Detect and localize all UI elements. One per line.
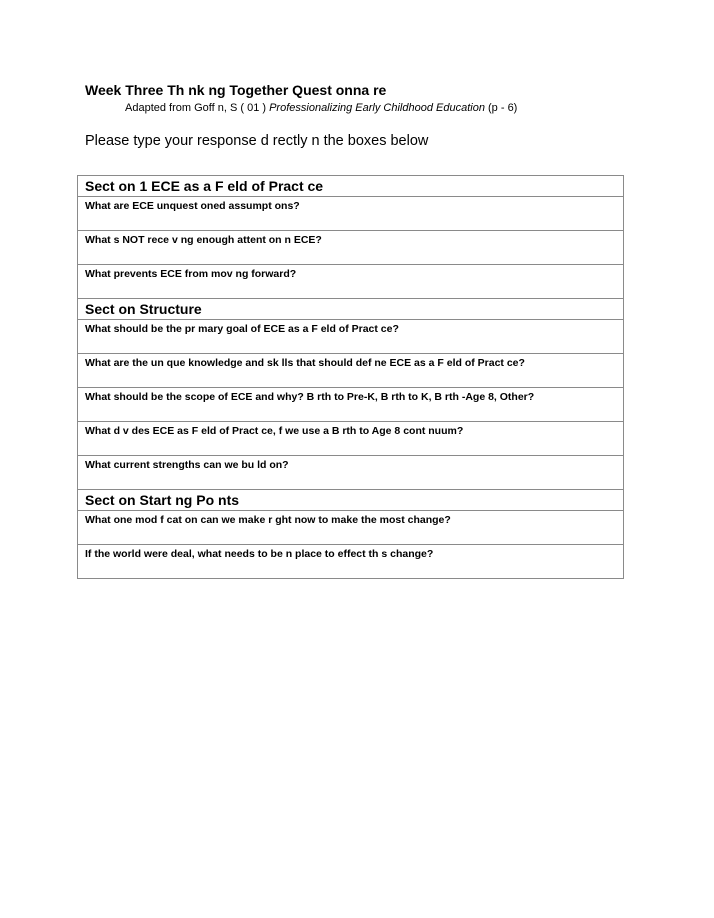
question-row[interactable] xyxy=(78,545,624,579)
section-1-header-row xyxy=(78,176,624,197)
question-row[interactable] xyxy=(78,265,624,299)
question-row[interactable] xyxy=(78,354,624,388)
response-box[interactable]: What are ECE unquest oned assumpt ons? xyxy=(78,197,624,231)
document-subtitle xyxy=(125,102,517,114)
subtitle-book-title: Professionalizing Early Childhood Education xyxy=(269,102,485,114)
question-row[interactable] xyxy=(78,456,624,490)
response-box[interactable]: What are the un que knowledge and sk lls that should def ne ECE as a F eld of Pract ce? xyxy=(78,354,624,388)
response-box[interactable]: What d v des ECE as F eld of Pract ce, f we use a B rth to Age 8 cont nuum? xyxy=(78,422,624,456)
section-heading: Sect on Structure xyxy=(78,299,624,320)
question-row[interactable] xyxy=(78,388,624,422)
section-3-header-row xyxy=(78,490,624,511)
response-box[interactable]: What current strengths can we bu ld on? xyxy=(78,456,624,490)
response-box[interactable]: If the world were deal, what needs to be n place to effect th s change? xyxy=(78,545,624,579)
question-row[interactable] xyxy=(78,197,624,231)
section-2-header-row xyxy=(78,299,624,320)
question-row[interactable] xyxy=(78,320,624,354)
response-box[interactable]: What should be the scope of ECE and why? B rth to Pre-K, B rth to K, B rth -Age 8, Other? xyxy=(78,388,624,422)
instructions-text: Please type your response d rectly n the boxes below xyxy=(85,133,429,149)
question-row[interactable] xyxy=(78,511,624,545)
section-heading: Sect on Start ng Po nts xyxy=(78,490,624,511)
subtitle-pages: (p - 6) xyxy=(484,102,518,114)
subtitle-source: Adapted from Goff n, S ( 01 ) xyxy=(125,102,270,114)
section-heading: Sect on 1 ECE as a F eld of Pract ce xyxy=(78,176,624,197)
response-box[interactable]: What s NOT rece v ng enough attent on n ECE? xyxy=(78,231,624,265)
questionnaire-table xyxy=(77,175,624,579)
response-box[interactable]: What should be the pr mary goal of ECE as a F eld of Pract ce? xyxy=(78,320,624,354)
response-box[interactable]: What one mod f cat on can we make r ght now to make the most change? xyxy=(78,511,624,545)
response-box[interactable]: What prevents ECE from mov ng forward? xyxy=(78,265,624,299)
document-title: Week Three Th nk ng Together Quest onna re xyxy=(85,82,387,98)
question-row[interactable] xyxy=(78,422,624,456)
question-row[interactable] xyxy=(78,231,624,265)
